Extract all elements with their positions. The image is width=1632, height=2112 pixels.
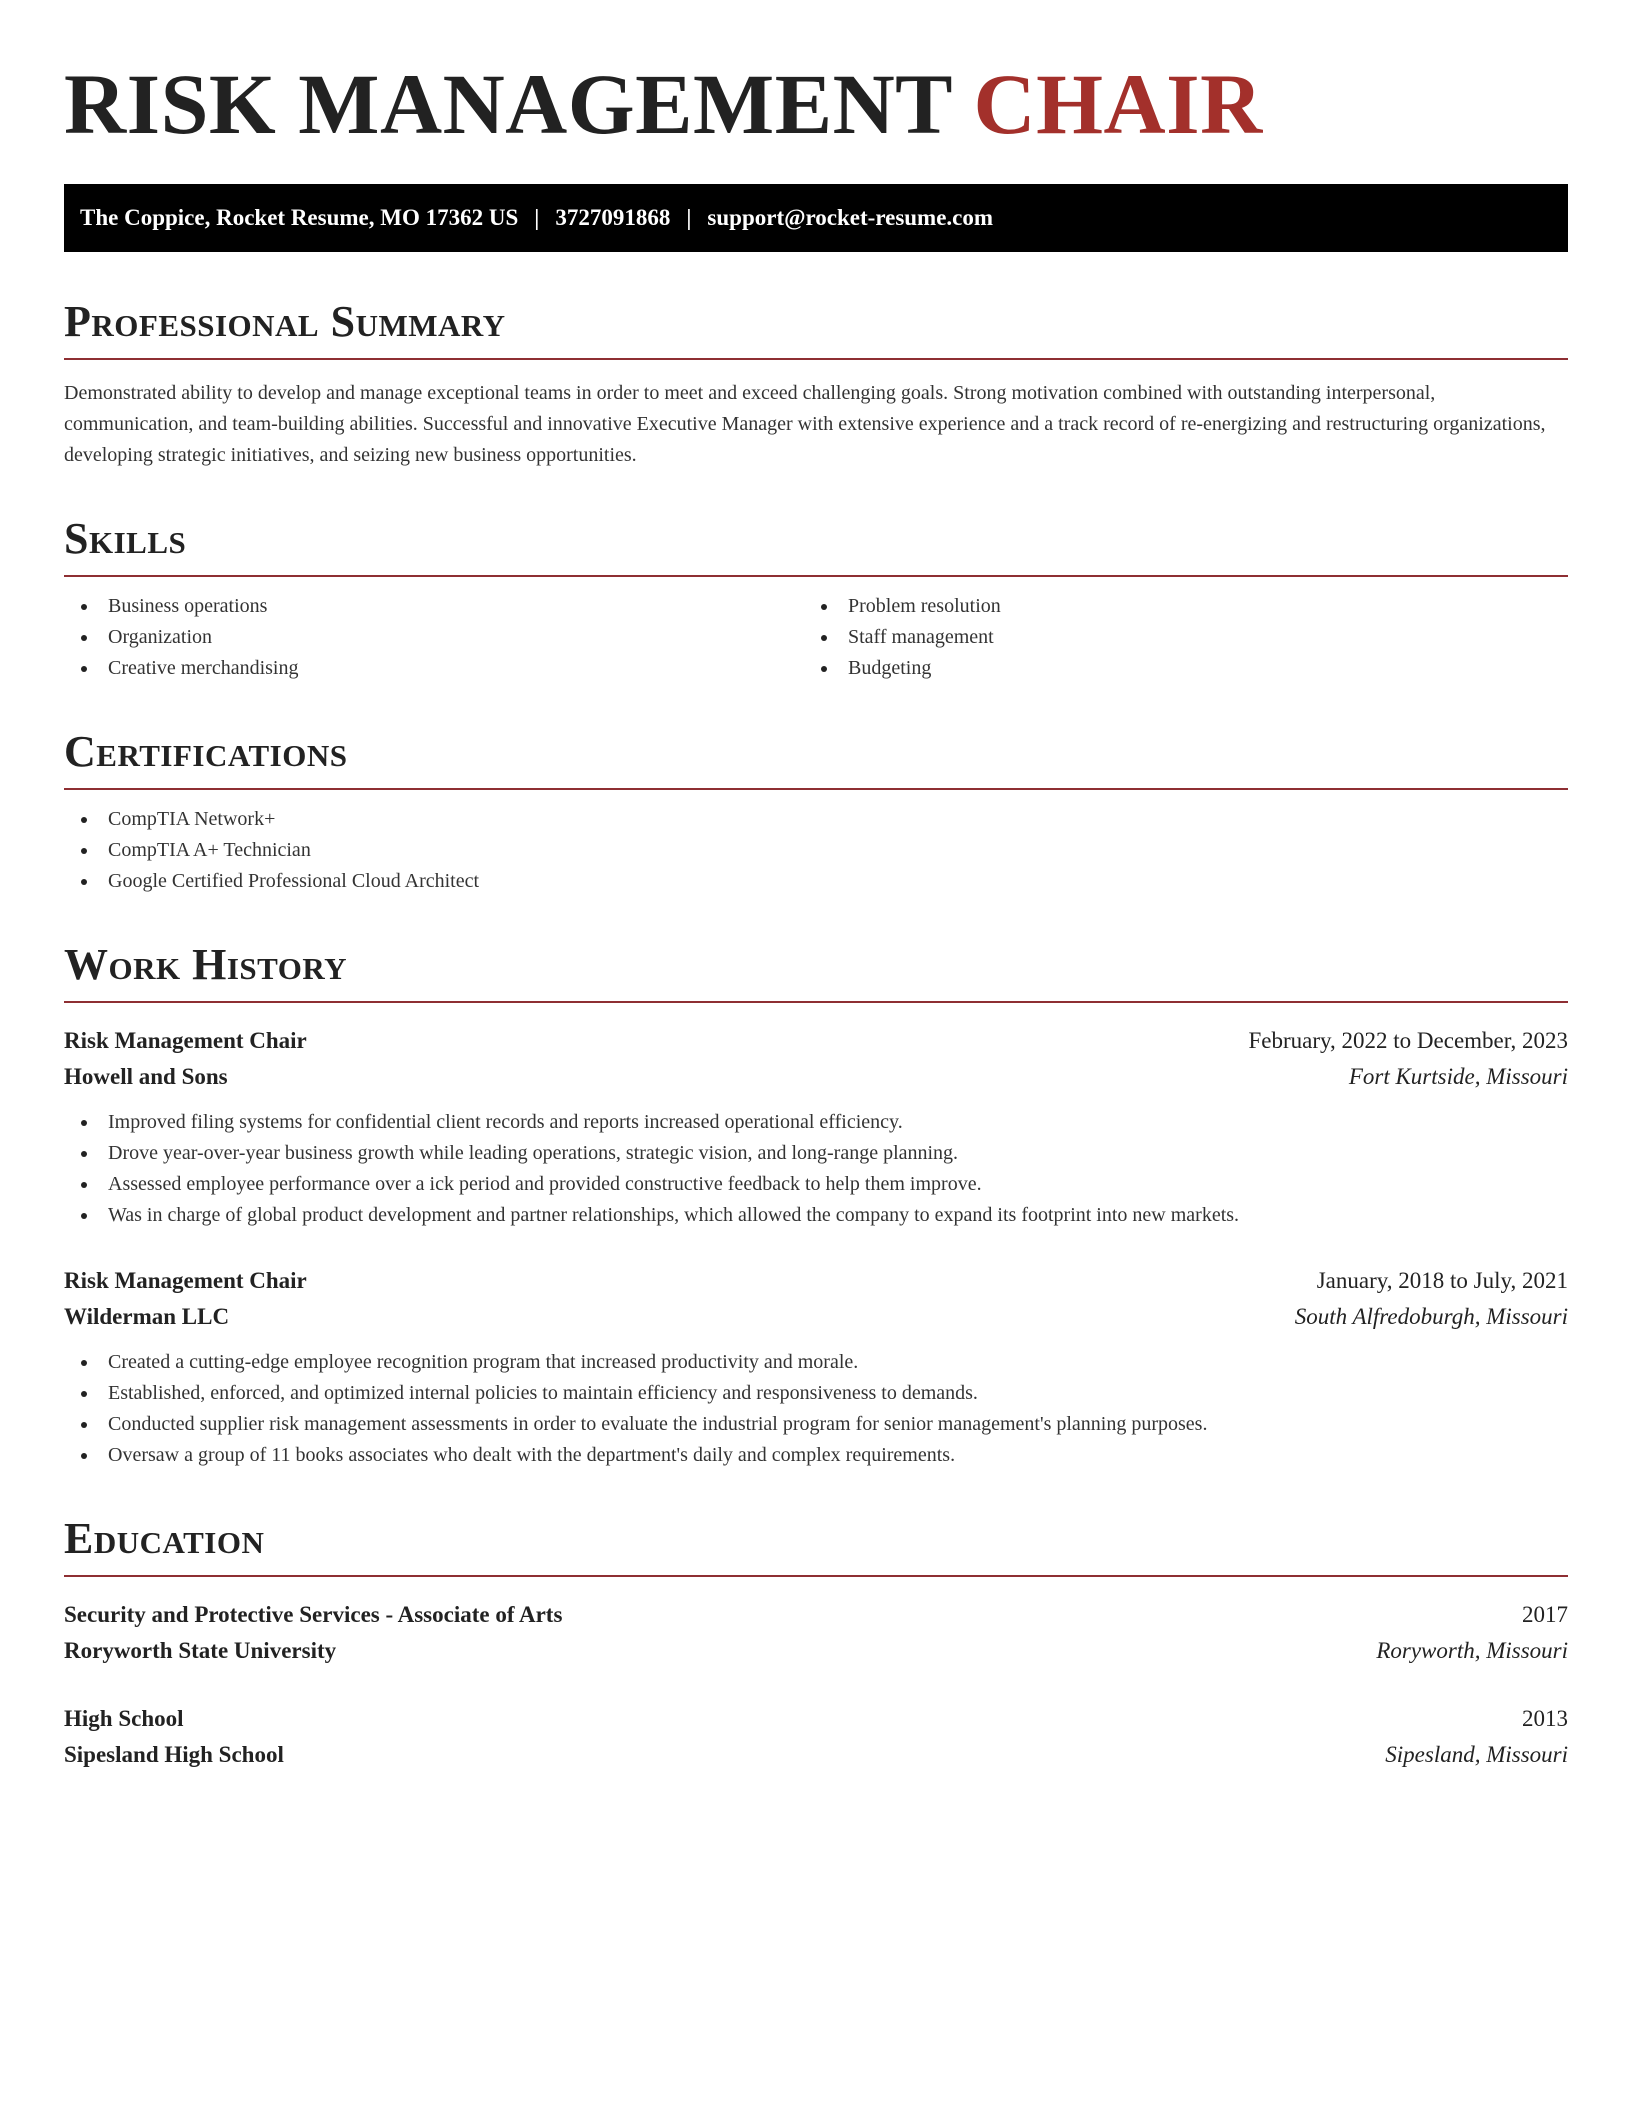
education-school: Roryworth State University [64,1638,337,1663]
section-divider [64,358,1568,360]
education-degree: Security and Protective Services - Associate of Arts [64,1602,563,1627]
contact-separator: | [534,205,540,230]
certifications-section [64,726,1568,897]
skills-list-right [804,591,1544,684]
education-year: 2013 [1522,1706,1568,1731]
education-entry [64,1597,1568,1669]
job-company: Howell and Sons [64,1064,228,1089]
education-header-row [64,1597,1568,1633]
contact-phone: 3727091868 [555,205,671,230]
job-location: Fort Kurtside, Missouri [1348,1064,1568,1089]
job-company: Wilderman LLC [64,1304,230,1329]
job-entry [64,1023,1568,1231]
job-duty-item: Drove year-over-year business growth while leading operations, strategic vision, and long-range planning. [64,1138,1568,1169]
section-title-certifications: Certifications [64,727,348,776]
contact-separator: | [686,205,692,230]
section-title-summary: Professional Summary [64,297,506,346]
job-title: Risk Management Chair [64,1268,307,1293]
skill-item: Creative merchandising [64,653,804,684]
skill-item: Problem resolution [804,591,1544,622]
certification-item: CompTIA A+ Technician [64,835,1568,866]
certification-item: Google Certified Professional Cloud Architect [64,866,1568,897]
job-dates: February, 2022 to December, 2023 [1248,1028,1568,1053]
contact-email: support@rocket-resume.com [707,205,994,230]
job-duty-item: Improved filing systems for confidential client records and reports increased operational efficiency. [64,1107,1568,1138]
work-history-section [64,939,1568,1471]
section-divider [64,1001,1568,1003]
resume-name [64,0,1568,152]
job-company-row [64,1299,1568,1335]
section-divider [64,1575,1568,1577]
skill-item: Organization [64,622,804,653]
education-school-row [64,1633,1568,1669]
job-title: Risk Management Chair [64,1028,307,1053]
section-title-work-history: Work History [64,940,348,989]
job-location: South Alfredoburgh, Missouri [1294,1304,1568,1329]
skills-columns [64,577,1568,684]
job-duty-item: Oversaw a group of 11 books associates who dealt with the department's daily and complex requirements. [64,1440,1568,1471]
certifications-list [64,804,1568,897]
job-company-row [64,1059,1568,1095]
skills-section [64,513,1568,684]
job-duty-item: Was in charge of global product development and partner relationships, which allowed the company to expand its footprint into new markets. [64,1200,1568,1231]
skills-list-left [64,591,804,684]
job-duty-item: Assessed employee performance over a ick period and provided constructive feedback to help them improve. [64,1169,1568,1200]
certification-item: CompTIA Network+ [64,804,1568,835]
summary-text: Demonstrated ability to develop and manage exceptional teams in order to meet and exceed challenging goals. Strong motivation combined with outstanding interpersonal, communication, and team-building abilities. Successful and innovative Executive Manager with extensive experience and a track record of re-energizing and restructuring organizations, developing strategic initiatives, and seizing new business opportunities. [64,382,1546,466]
education-year: 2017 [1522,1602,1568,1627]
education-entry [64,1701,1568,1773]
section-divider [64,788,1568,790]
job-entry [64,1263,1568,1471]
job-header-row [64,1263,1568,1299]
skill-item: Budgeting [804,653,1544,684]
section-title-skills: Skills [64,514,187,563]
section-title-education: Education [64,1514,265,1563]
skill-item: Business operations [64,591,804,622]
education-location: Roryworth, Missouri [1376,1638,1568,1663]
job-duty-item: Conducted supplier risk management assessments in order to evaluate the industrial program for senior management's planning purposes. [64,1409,1568,1440]
summary-section [64,296,1568,471]
education-school-row [64,1737,1568,1773]
job-duty-item: Established, enforced, and optimized internal policies to maintain efficiency and responsiveness to demands. [64,1378,1568,1409]
education-location: Sipesland, Missouri [1385,1742,1568,1767]
job-duties-list [64,1347,1568,1471]
skill-item: Staff management [804,622,1544,653]
job-duty-item: Created a cutting-edge employee recognition program that increased productivity and morale. [64,1347,1568,1378]
name-accent: CHAIR [973,56,1263,152]
job-duties-list [64,1107,1568,1231]
contact-address: The Coppice, Rocket Resume, MO 17362 US [80,205,519,230]
education-degree: High School [64,1706,184,1731]
contact-bar [64,184,1568,252]
education-school: Sipesland High School [64,1742,284,1767]
name-main: RISK MANAGEMENT [64,56,952,152]
job-dates: January, 2018 to July, 2021 [1316,1268,1568,1293]
education-section [64,1513,1568,1773]
job-header-row [64,1023,1568,1059]
education-header-row [64,1701,1568,1737]
